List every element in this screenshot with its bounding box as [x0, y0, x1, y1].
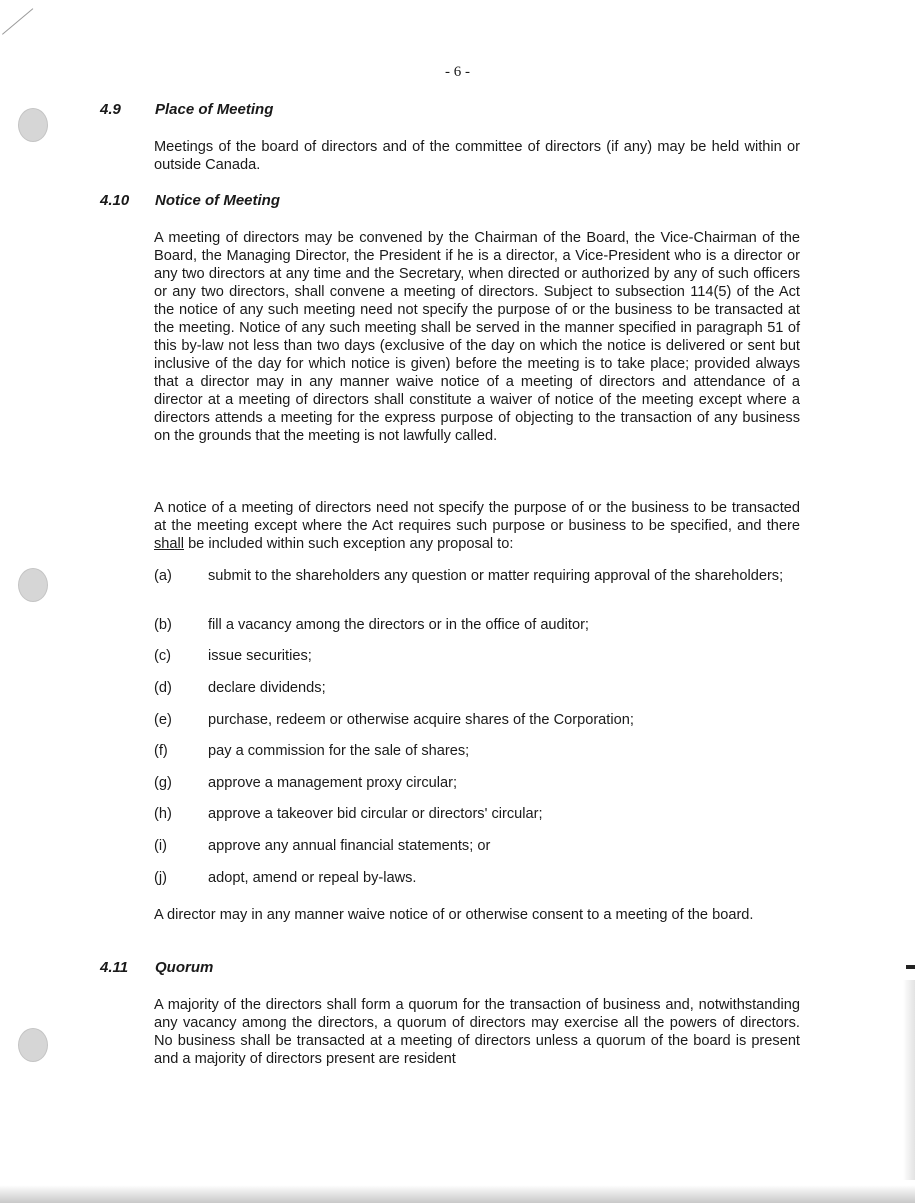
section-title: Notice of Meeting: [155, 192, 281, 209]
scan-bottom-shadow: [0, 1185, 915, 1203]
list-text: approve a takeover bid circular or directors' circular;: [208, 806, 543, 822]
section-4-11-paragraph: A majority of the directors shall form a quorum for the transaction of business and, notwithstanding any vacancy among the directors, a quorum of directors may exercise all the powers of directors. No business shall be transacted at a meeting of directors unless a quorum of the board is present and a majority of directors present are resident: [154, 997, 800, 1067]
list-label: (a): [154, 568, 172, 584]
section-title: Place of Meeting: [155, 101, 274, 118]
punch-hole: [18, 568, 48, 602]
list-label: (d): [154, 680, 172, 696]
list-text: pay a commission for the sale of shares;: [208, 743, 470, 759]
section-title: Quorum: [155, 959, 214, 976]
list-item: [154, 837, 800, 855]
list-item: [154, 774, 800, 792]
list-text: submit to the shareholders any question or matter requiring approval of the shareholders;: [208, 568, 784, 584]
section-heading-4-10: [100, 192, 280, 209]
section-number: 4.9: [100, 101, 121, 118]
scan-artifact-line: [2, 8, 33, 34]
list-label: (i): [154, 838, 167, 854]
list-item: [154, 616, 800, 634]
section-4-10-paragraph-2: [154, 499, 800, 553]
list-item: [154, 711, 800, 729]
list-label: (g): [154, 775, 172, 791]
list-label: (f): [154, 743, 168, 759]
list-item: [154, 567, 800, 585]
underlined-word: shall: [154, 536, 185, 552]
section-heading-4-9: [100, 101, 273, 118]
list-item: [154, 742, 800, 760]
section-4-9-paragraph: Meetings of the board of directors and of the committee of directors (if any) may be held within or outside Canada.: [154, 139, 800, 173]
punch-hole: [18, 1028, 48, 1062]
paragraph-text: A notice of a meeting of directors need not specify the purpose of or the business to be transacted at the meeting except where the Act requires such purpose or business to be specified, and there: [154, 500, 800, 534]
list-text: declare dividends;: [208, 680, 326, 696]
scan-edge-shade: [903, 980, 915, 1180]
section-4-10-paragraph-3: A director may in any manner waive notice of or otherwise consent to a meeting of the board.: [154, 907, 754, 923]
section-4-10-paragraph-1: A meeting of directors may be convened by the Chairman of the Board, the Vice-Chairman of the Board, the Managing Director, the President if he is a director, a Vice-President who is a director or any two directors at any time and the Secretary, when directed or authorized by any of such officers or any two directors, shall convene a meeting of directors. Subject to subsection 114(5) of the Act the notice of any such meeting need not specify the purpose of or the business to be transacted at the meeting. Notice of any such meeting shall be served in the manner specified in paragraph 51 of this by-law not less than two days (exclusive of the day on which the notice is delivered or sent but inclusive of the day for which notice is given) before the meeting is to take place; provided always that a director may in any manner waive notice of a meeting of directors and attendance of a director at a meeting of directors shall constitute a waiver of notice of the meeting except where a directors attends a meeting for the express purpose of objecting to the transaction of any business on the grounds that the meeting is not lawfully called.: [154, 230, 800, 444]
paragraph-text: be included within such exception any proposal to:: [184, 536, 514, 552]
list-text: adopt, amend or repeal by-laws.: [208, 870, 417, 886]
list-label: (c): [154, 648, 172, 664]
list-item: [154, 647, 800, 665]
list-item: [154, 679, 800, 697]
list-item: [154, 869, 800, 887]
list-text: fill a vacancy among the directors or in the office of auditor;: [208, 617, 589, 633]
list-text: issue securities;: [208, 648, 312, 664]
list-text: approve a management proxy circular;: [208, 775, 458, 791]
list-label: (b): [154, 617, 172, 633]
list-item: [154, 805, 800, 823]
section-number: 4.10: [100, 192, 130, 209]
list-label: (j): [154, 870, 167, 886]
section-heading-4-11: [100, 959, 213, 976]
punch-hole: [18, 108, 48, 142]
list-text: approve any annual financial statements; or: [208, 838, 491, 854]
list-label: (h): [154, 806, 172, 822]
scan-edge-mark: [906, 965, 915, 969]
list-label: (e): [154, 712, 172, 728]
section-number: 4.11: [100, 959, 129, 976]
list-text: purchase, redeem or otherwise acquire shares of the Corporation;: [208, 712, 634, 728]
page-number: - 6 -: [445, 64, 470, 80]
